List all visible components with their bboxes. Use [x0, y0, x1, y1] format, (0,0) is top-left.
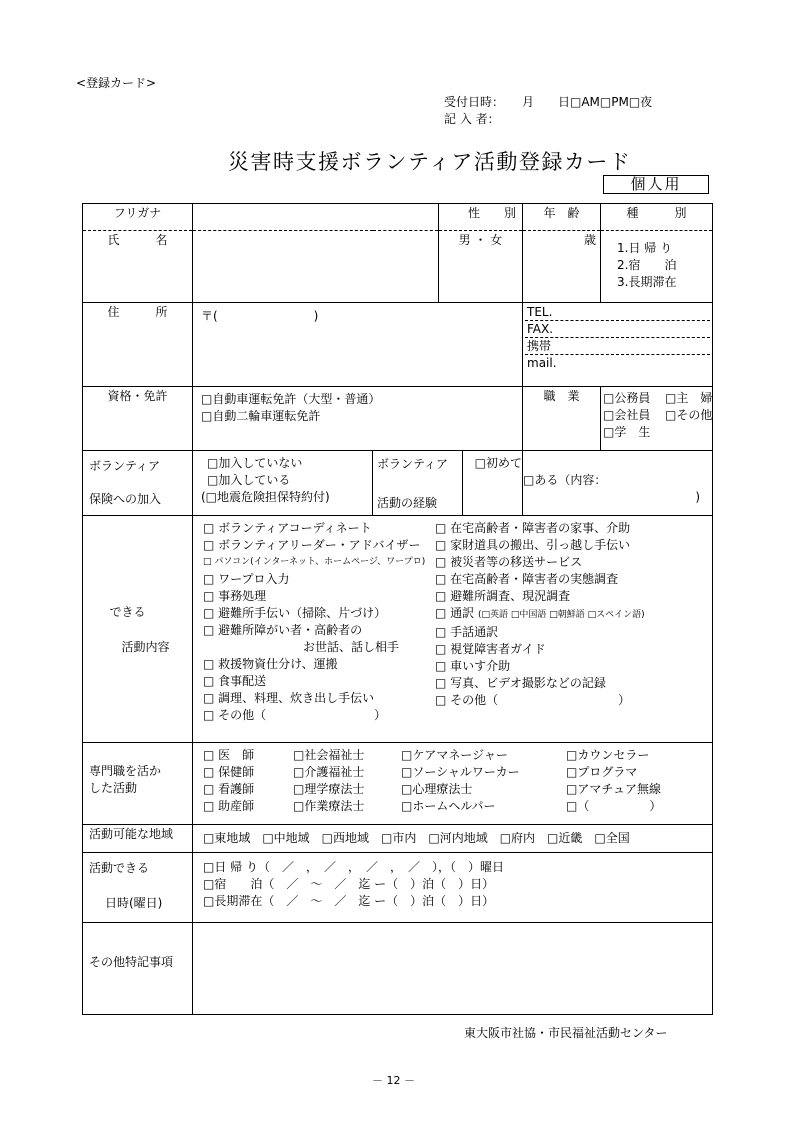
spec-care-worker[interactable]: □介護福祉士: [293, 765, 365, 779]
activity-photo-record[interactable]: □ 写真、ビデオ撮影などの記録: [435, 676, 606, 690]
personal-badge: 個人用: [603, 175, 709, 194]
gender-value: 男 ・ 女: [458, 233, 503, 247]
activity-coordinate[interactable]: □ ボランティアコーディネート: [203, 521, 372, 535]
job-other[interactable]: □その他: [665, 408, 713, 422]
notes-label: その他特記事項: [89, 955, 174, 969]
activity-shelter-help[interactable]: □ 避難所手伝い（掃除、片づけ）: [203, 606, 387, 620]
schedule-label-cell: [83, 853, 193, 923]
activity-sign-language[interactable]: □ 手話通訳: [435, 625, 499, 639]
notes-input[interactable]: [193, 923, 713, 1015]
card-tag: <登録カード>: [76, 76, 157, 90]
gender-label-cell: [439, 204, 523, 231]
activity-relief-goods[interactable]: □ 救援物資仕分け、運搬: [203, 657, 338, 671]
job-employee[interactable]: □会社員: [603, 408, 651, 422]
gender-label: 性 別: [467, 206, 516, 220]
spec-psychotherapist[interactable]: □心理療法士: [401, 782, 473, 796]
experience-label-2: 活動の経験: [377, 496, 438, 510]
name-input[interactable]: [193, 231, 439, 303]
activity-meal-delivery[interactable]: □ 食事配送: [203, 674, 267, 688]
job-label: 職 業: [543, 389, 580, 403]
activity-visual-guide[interactable]: □ 視覚障害者ガイド: [435, 642, 546, 656]
spec-programmer[interactable]: □プログラマ: [566, 765, 638, 779]
type-option-day[interactable]: 1.日 帰 り: [617, 241, 673, 255]
activity-cooking[interactable]: □ 調理、料理、炊き出し手伝い: [203, 691, 375, 705]
spec-other[interactable]: □（ ）: [566, 799, 662, 813]
specialty-label-cell: [83, 743, 193, 825]
spec-home-helper[interactable]: □ホームヘルパー: [401, 799, 496, 813]
furigana-input[interactable]: [193, 204, 439, 231]
experience-label-cell: [373, 451, 523, 516]
spec-midwife[interactable]: □ 助産師: [203, 799, 255, 813]
specialty-label-2: した活動: [89, 781, 138, 795]
activity-other-right[interactable]: □ その他（ ）: [435, 693, 631, 707]
job-student[interactable]: □学 生: [603, 425, 651, 439]
activity-wheelchair[interactable]: □ 車いす介助: [435, 659, 511, 673]
spec-occupational-therapist[interactable]: □作業療法士: [293, 799, 365, 813]
activity-leader[interactable]: □ ボランティアリーダー・アドバイザー: [203, 538, 421, 552]
job-label-cell: [523, 387, 601, 451]
spec-doctor[interactable]: □ 医 師: [203, 748, 255, 762]
type-label-cell: [601, 204, 713, 231]
address-label: 住 所: [107, 305, 168, 319]
spec-ham-radio[interactable]: □アマチュア無線: [566, 782, 661, 796]
spec-physical-therapist[interactable]: □理学療法士: [293, 782, 365, 796]
age-label: 年 齢: [543, 206, 580, 220]
license-options: [193, 387, 523, 451]
license-label: 資格・免許: [107, 389, 168, 403]
schedule-long-stay[interactable]: □長期滞在（ ／ ～ ／ 迄 ー（ ）泊（ ）日）: [203, 894, 495, 908]
activity-moving[interactable]: □ 家財道具の搬出、引っ越し手伝い: [435, 538, 631, 552]
interpret-languages[interactable]: (□英語 □中国語 □朝鮮語 □スペイン語): [477, 610, 645, 620]
specialty-options: [193, 743, 713, 825]
footer-organization: 東大阪市社協・市民福祉活動センター: [464, 1026, 668, 1040]
area-label: 活動可能な地域: [89, 827, 174, 841]
insurance-joined[interactable]: □加入している: [207, 473, 291, 487]
type-option-long[interactable]: 3.長期滞在: [617, 275, 677, 289]
experience-label-1: ボランティア: [377, 457, 449, 471]
fax-field[interactable]: FAX.: [525, 321, 710, 338]
age-unit: 歳: [583, 233, 596, 247]
name-label-cell: [83, 231, 193, 303]
spec-counselor[interactable]: □カウンセラー: [566, 748, 650, 762]
experience-close-paren: ): [695, 490, 700, 504]
spec-social-worker-2[interactable]: □ソーシャルワーカー: [401, 765, 520, 779]
schedule-label-2: 日時(曜日): [105, 896, 163, 910]
activity-survey-shelter[interactable]: □ 避難所調査、現況調査: [435, 589, 571, 603]
insurance-label-cell: [83, 451, 193, 516]
activities-label-1: できる: [109, 605, 146, 619]
area-options[interactable]: [193, 825, 713, 853]
experience-first[interactable]: □初めて: [474, 456, 522, 470]
specialty-label-1: 専門職を活か: [89, 764, 162, 778]
experience-has[interactable]: □ある（内容：: [523, 473, 607, 487]
furigana-label-cell: [83, 204, 193, 231]
reception-datetime: 受付日時： 月 日□AM□PM□夜: [444, 95, 653, 109]
schedule-stay[interactable]: □宿 泊（ ／ ～ ／ 迄 ー（ ）泊（ ）日）: [203, 877, 495, 891]
address-input[interactable]: [193, 303, 523, 387]
license-label-cell: [83, 387, 193, 451]
activities-label-cell: [83, 516, 193, 743]
notes-label-cell: [83, 923, 193, 1015]
job-options: [601, 387, 713, 451]
age-label-cell: [523, 204, 601, 231]
insurance-label-1: ボランティア: [89, 459, 161, 473]
schedule-label-1: 活動できる: [89, 861, 150, 875]
activities-options: [193, 516, 713, 743]
experience-options: [523, 451, 713, 516]
motorcycle-license-checkbox[interactable]: □自動二輪車運転免許: [201, 409, 321, 423]
activity-shelter-care-cont: お世話、話し相手: [303, 640, 400, 654]
spec-public-health-nurse[interactable]: □ 保健師: [203, 765, 255, 779]
spec-social-worker[interactable]: □社会福祉士: [293, 748, 365, 762]
recorder-field: 記 入 者：: [444, 112, 500, 126]
insurance-options: [193, 451, 373, 516]
activity-other-left[interactable]: □ その他（ ）: [203, 708, 387, 722]
mobile-field[interactable]: 携帯: [525, 338, 710, 355]
activity-transport[interactable]: □ 被災者等の移送サービス: [435, 555, 583, 569]
schedule-options: [193, 853, 713, 923]
area-label-cell: [83, 825, 193, 853]
activity-interpret[interactable]: □ 通訳: [435, 606, 475, 620]
registration-form: [82, 203, 713, 1015]
tel-field[interactable]: TEL.: [525, 304, 710, 321]
spec-nurse[interactable]: □ 看護師: [203, 782, 255, 796]
activity-survey-home[interactable]: □ 在宅高齢者・障害者の実態調査: [435, 572, 619, 586]
age-input[interactable]: [523, 231, 601, 303]
job-homemaker[interactable]: □主 婦: [665, 391, 713, 405]
address-label-cell: [83, 303, 193, 387]
activities-label-2: 活動内容: [121, 640, 170, 654]
activity-office[interactable]: □ 事務処理: [203, 589, 267, 603]
activity-shelter-care[interactable]: □ 避難所障がい者・高齢者の: [203, 623, 363, 637]
job-civil-servant[interactable]: □公務員: [603, 391, 651, 405]
name-label: 氏 名: [107, 233, 168, 247]
spec-care-manager[interactable]: □ケアマネージャー: [401, 748, 508, 762]
postal-code: 〒( ): [201, 309, 319, 323]
type-label: 種 別: [626, 206, 687, 220]
gender-value-cell[interactable]: [439, 231, 523, 303]
type-option-stay[interactable]: 2.宿 泊: [617, 258, 677, 272]
page-title: 災害時支援ボランティア活動登録カード: [228, 150, 632, 174]
schedule-day-trip[interactable]: □日 帰 り（ ／ ， ／ ， ／ ， ／ ），（ ）曜日: [203, 860, 504, 874]
activity-wordpro[interactable]: □ ワープロ入力: [203, 572, 290, 586]
insurance-earthquake[interactable]: (□地震危険担保特約付): [201, 490, 330, 504]
area-choices[interactable]: □東地域 □中地域 □西地域 □市内 □河内地域 □府内 □近畿 □全国: [203, 831, 630, 845]
type-options[interactable]: [601, 231, 713, 303]
insurance-none[interactable]: □加入していない: [207, 456, 303, 470]
activity-home-care[interactable]: □ 在宅高齢者・障害者の家事、介助: [435, 521, 631, 535]
activity-pc[interactable]: □ パソコン(インターネット、ホームページ、ワープロ): [203, 557, 426, 567]
contact-block: [523, 303, 713, 387]
page-number: － 12 －: [372, 1074, 415, 1087]
car-license-checkbox[interactable]: □自動車運転免許（大型・普通）: [201, 392, 381, 406]
mail-field[interactable]: mail.: [527, 356, 557, 370]
furigana-label: フリガナ: [113, 206, 162, 220]
insurance-label-2: 保険への加入: [89, 492, 162, 506]
